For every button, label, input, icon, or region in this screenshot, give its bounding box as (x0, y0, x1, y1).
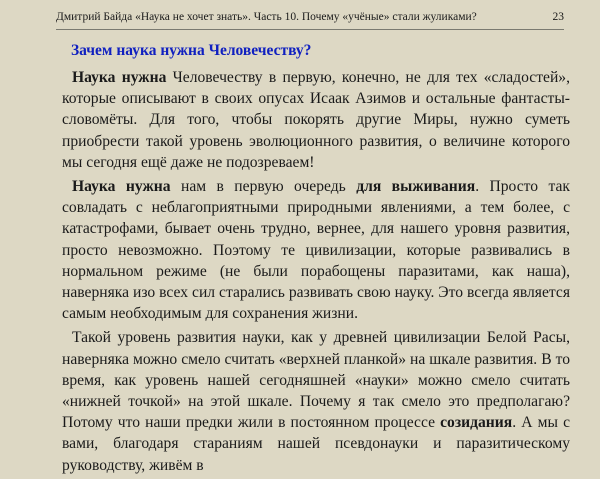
paragraph (62, 67, 570, 173)
section-title: Зачем наука нужна Человечеству? (71, 42, 312, 59)
bold-phrase: созидания (440, 414, 513, 432)
header-divider (56, 29, 564, 30)
bold-phrase: для выживания (356, 178, 476, 196)
text-run: Человечеству в первую, конечно, не для тех «сладостей», которые описывают в своих опусах Исаак Азимов и остальные фантасты-словомёты. Для того, чтобы покорять другие Миры, нужно суметь приобрести такой уровень эволюционного развития, о величине которого мы сегодня ещё даже не подозреваем! (62, 69, 570, 171)
header-title: Дмитрий Байда «Наука не хочет знать». Часть 10. Почему «учёные» стали жуликами? (56, 11, 477, 23)
text-run: . А мы с вами, благодаря стараниям нашей псевдонауки и паразитическому руководству, живём в (62, 414, 570, 474)
paragraph (62, 327, 570, 475)
page-number: 23 (552, 11, 564, 23)
running-header (56, 11, 564, 23)
paragraph (62, 176, 570, 324)
bold-phrase: Наука нужна (72, 69, 167, 86)
text-run: нам в первую очередь (170, 178, 357, 196)
text-run: Такой уровень развития науки, как у древней цивилизации Белой Расы, наверняка можно смело считать «верхней планкой» на шкале развития. В то время, как уровень нашей сегодняшней «науки» можно смело считать «нижней точкой» на этой шкале. Почему я так смело это предполагаю? Потому что наши предки жили в постоянном процессе (62, 329, 570, 432)
body-text (62, 67, 570, 479)
bold-phrase: Наука нужна (72, 178, 171, 196)
text-run: . Просто так совладать с неблагоприятными природными явлениями, а тем более, с катастрофами, бывает очень трудно, вернее, для нашего уровня развития, просто невозможно. Поэтому те цивилизации, которые развивались в нормальном режиме (не были порабощены паразитами, как наша), наверняка изо всех сил старались развивать свою науку. Это всегда является самым необходимым для сохранения жизни. (62, 178, 570, 323)
